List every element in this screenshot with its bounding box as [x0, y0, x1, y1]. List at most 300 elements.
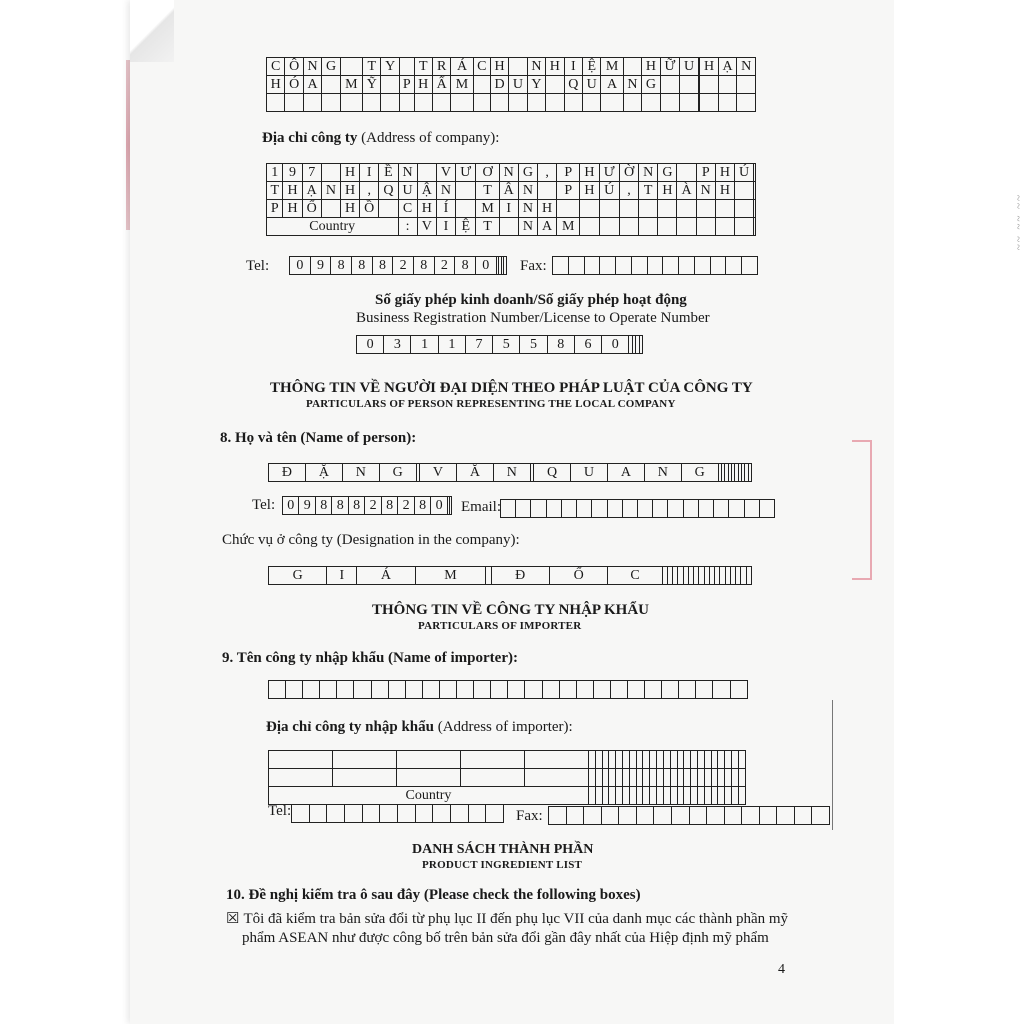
- grid-cell[interactable]: C: [267, 58, 285, 76]
- grid-cell[interactable]: [371, 681, 388, 699]
- grid-cell[interactable]: [679, 681, 696, 699]
- grid-cell[interactable]: [677, 164, 696, 182]
- grid-cell[interactable]: H: [580, 164, 599, 182]
- grid-cell[interactable]: T: [476, 218, 499, 236]
- grid-cell[interactable]: [397, 805, 415, 823]
- grid-cell[interactable]: [629, 751, 636, 769]
- grid-cell[interactable]: 0: [290, 257, 311, 275]
- grid-cell[interactable]: [643, 787, 650, 805]
- grid-cell[interactable]: [321, 164, 340, 182]
- grid-cell[interactable]: [737, 94, 756, 112]
- grid-cell[interactable]: [732, 769, 739, 787]
- grid-cell[interactable]: M: [557, 218, 580, 236]
- grid-cell[interactable]: [456, 200, 476, 218]
- grid-cell[interactable]: V: [436, 164, 455, 182]
- grid-cell[interactable]: [718, 751, 725, 769]
- grid-cell[interactable]: [711, 769, 718, 787]
- grid-cell[interactable]: P: [557, 164, 580, 182]
- grid-cell[interactable]: [734, 200, 753, 218]
- grid-cell[interactable]: [309, 805, 327, 823]
- grid-cell[interactable]: 8: [315, 497, 331, 515]
- grid-cell[interactable]: [759, 500, 774, 518]
- grid-cell[interactable]: Ặ: [305, 464, 342, 482]
- grid-cell[interactable]: [602, 787, 609, 805]
- grid-cell[interactable]: [619, 218, 638, 236]
- grid-cell[interactable]: [623, 769, 630, 787]
- grid-cell[interactable]: M: [451, 76, 473, 94]
- grid-cell[interactable]: Ệ: [583, 58, 601, 76]
- grid-cell[interactable]: [327, 805, 345, 823]
- grid-cell[interactable]: H: [283, 182, 302, 200]
- grid-cell[interactable]: U: [509, 76, 527, 94]
- grid-cell[interactable]: [650, 769, 657, 787]
- grid-cell[interactable]: H: [283, 200, 302, 218]
- grid-cell[interactable]: [710, 257, 726, 275]
- grid-cell[interactable]: [754, 200, 756, 218]
- grid-cell[interactable]: [671, 807, 689, 825]
- grid-cell[interactable]: [713, 681, 730, 699]
- grid-cell[interactable]: Ạ: [718, 58, 736, 76]
- grid-cell[interactable]: [754, 218, 756, 236]
- grid-cell[interactable]: T: [476, 182, 499, 200]
- grid-cell[interactable]: [616, 787, 623, 805]
- grid-cell[interactable]: 7: [302, 164, 321, 182]
- grid-cell[interactable]: [584, 257, 600, 275]
- grid-cell[interactable]: [700, 94, 718, 112]
- grid-cell[interactable]: [396, 769, 460, 787]
- grid-cell[interactable]: P: [399, 76, 414, 94]
- grid-cell[interactable]: [704, 769, 711, 787]
- grid-cell[interactable]: [564, 94, 582, 112]
- grid-cell[interactable]: A: [537, 218, 556, 236]
- grid-cell[interactable]: [432, 94, 450, 112]
- grid-cell[interactable]: [508, 681, 525, 699]
- grid-cell[interactable]: Y: [527, 76, 545, 94]
- grid-cell[interactable]: N: [303, 58, 321, 76]
- grid-cell[interactable]: H: [490, 58, 508, 76]
- grid-cell[interactable]: 1: [267, 164, 283, 182]
- grid-cell[interactable]: M: [476, 200, 499, 218]
- grid-cell[interactable]: [629, 787, 636, 805]
- grid-cell[interactable]: 8: [414, 497, 430, 515]
- grid-cell[interactable]: [609, 751, 616, 769]
- grid-cell[interactable]: [460, 751, 524, 769]
- grid-cell[interactable]: [639, 200, 658, 218]
- grid-cell[interactable]: [738, 769, 745, 787]
- grid-cell[interactable]: [697, 787, 704, 805]
- grid-cell[interactable]: [663, 257, 679, 275]
- grid-cell[interactable]: U: [398, 182, 417, 200]
- grid-cell[interactable]: [457, 681, 474, 699]
- grid-cell[interactable]: [609, 769, 616, 787]
- grid-cell[interactable]: N: [644, 464, 681, 482]
- grid-cell[interactable]: [546, 94, 564, 112]
- grid-cell[interactable]: [691, 787, 698, 805]
- grid-cell[interactable]: [491, 681, 508, 699]
- grid-cell[interactable]: U: [680, 58, 698, 76]
- grid-cell[interactable]: H: [414, 76, 432, 94]
- grid-cell[interactable]: G: [269, 567, 327, 585]
- grid-cell[interactable]: 8: [455, 257, 476, 275]
- grid-cell[interactable]: G: [518, 164, 537, 182]
- grid-cell[interactable]: [509, 94, 527, 112]
- grid-cell[interactable]: [732, 787, 739, 805]
- grid-cell[interactable]: H: [340, 200, 359, 218]
- checked-box-icon[interactable]: ☒: [226, 911, 240, 927]
- grid-cell[interactable]: [680, 76, 698, 94]
- grid-cell[interactable]: 0: [357, 336, 384, 354]
- grid-cell[interactable]: [639, 336, 642, 354]
- grid-cell[interactable]: [509, 58, 527, 76]
- grid-cell[interactable]: [607, 500, 622, 518]
- grid-cell[interactable]: [340, 94, 362, 112]
- grid-cell[interactable]: 2: [434, 257, 455, 275]
- grid-cell[interactable]: [490, 94, 508, 112]
- grid-cell[interactable]: N: [518, 218, 537, 236]
- grid-cell[interactable]: [380, 805, 398, 823]
- grid-cell[interactable]: [622, 500, 637, 518]
- grid-cell[interactable]: 8: [381, 497, 397, 515]
- grid-cell[interactable]: [726, 257, 742, 275]
- grid-cell[interactable]: Đ: [269, 464, 306, 482]
- grid-cell[interactable]: N: [499, 164, 518, 182]
- grid-cell[interactable]: Â: [499, 182, 518, 200]
- grid-cell[interactable]: N: [527, 58, 545, 76]
- grid-cell[interactable]: [568, 257, 584, 275]
- grid-cell[interactable]: [677, 200, 696, 218]
- grid-cell[interactable]: Ề: [379, 164, 398, 182]
- grid-cell[interactable]: [777, 807, 795, 825]
- grid-cell[interactable]: [725, 787, 732, 805]
- grid-cell[interactable]: [269, 769, 333, 787]
- grid-cell[interactable]: [696, 681, 713, 699]
- grid-cell[interactable]: 0: [431, 497, 447, 515]
- grid-cell[interactable]: [473, 94, 490, 112]
- grid-cell[interactable]: [627, 681, 644, 699]
- grid-cell[interactable]: [691, 769, 698, 787]
- grid-cell[interactable]: [729, 500, 744, 518]
- grid-cell[interactable]: [689, 807, 707, 825]
- grid-cell[interactable]: [577, 500, 592, 518]
- grid-cell[interactable]: 8: [413, 257, 434, 275]
- grid-cell[interactable]: P: [696, 164, 715, 182]
- grid-cell[interactable]: Ố: [302, 200, 321, 218]
- grid-cell[interactable]: [670, 787, 677, 805]
- grid-cell[interactable]: [707, 807, 725, 825]
- grid-cell[interactable]: [623, 787, 630, 805]
- grid-cell[interactable]: N: [518, 182, 537, 200]
- grid-cell[interactable]: [599, 200, 619, 218]
- grid-cell[interactable]: Ồ: [360, 200, 379, 218]
- grid-cell[interactable]: [580, 200, 599, 218]
- grid-cell[interactable]: [588, 787, 595, 805]
- grid-cell[interactable]: 8: [547, 336, 574, 354]
- grid-cell[interactable]: Ú: [599, 182, 619, 200]
- grid-cell[interactable]: G: [642, 76, 660, 94]
- grid-cell[interactable]: [754, 164, 756, 182]
- grid-cell[interactable]: [642, 94, 660, 112]
- grid-cell[interactable]: [303, 94, 321, 112]
- grid-cell[interactable]: [286, 681, 303, 699]
- grid-cell[interactable]: [580, 218, 599, 236]
- grid-cell[interactable]: D: [490, 76, 508, 94]
- grid-cell[interactable]: Ô: [285, 58, 303, 76]
- grid-cell[interactable]: [516, 500, 531, 518]
- grid-cell[interactable]: [619, 200, 638, 218]
- grid-cell[interactable]: [362, 805, 380, 823]
- grid-cell[interactable]: [269, 681, 286, 699]
- grid-cell[interactable]: [660, 94, 680, 112]
- grid-cell[interactable]: [486, 805, 504, 823]
- grid-cell[interactable]: [542, 681, 559, 699]
- grid-cell[interactable]: [704, 751, 711, 769]
- grid-cell[interactable]: [684, 787, 691, 805]
- grid-cell[interactable]: C: [608, 567, 662, 585]
- grid-cell[interactable]: 2: [365, 497, 381, 515]
- grid-cell[interactable]: T: [639, 182, 658, 200]
- grid-cell[interactable]: [600, 257, 616, 275]
- grid-cell[interactable]: H: [715, 182, 734, 200]
- grid-cell[interactable]: [654, 807, 672, 825]
- grid-cell[interactable]: [677, 218, 696, 236]
- grid-cell[interactable]: [711, 751, 718, 769]
- grid-cell[interactable]: P: [557, 182, 580, 200]
- grid-cell[interactable]: M: [601, 58, 623, 76]
- grid-cell[interactable]: N: [639, 164, 658, 182]
- grid-cell[interactable]: Ư: [599, 164, 619, 182]
- grid-cell[interactable]: H: [340, 182, 359, 200]
- grid-cell[interactable]: 9: [299, 497, 315, 515]
- grid-cell[interactable]: [742, 257, 758, 275]
- grid-cell[interactable]: Ố: [549, 567, 607, 585]
- grid-cell[interactable]: [546, 500, 561, 518]
- grid-cell[interactable]: [405, 681, 422, 699]
- grid-cell[interactable]: [725, 751, 732, 769]
- grid-cell[interactable]: [422, 681, 439, 699]
- grid-cell[interactable]: Á: [357, 567, 415, 585]
- grid-cell[interactable]: [546, 76, 564, 94]
- grid-cell[interactable]: Ỹ: [363, 76, 381, 94]
- grid-cell[interactable]: [697, 751, 704, 769]
- grid-cell[interactable]: [663, 751, 670, 769]
- grid-cell[interactable]: [660, 76, 680, 94]
- grid-cell[interactable]: [537, 182, 556, 200]
- grid-cell[interactable]: [694, 257, 710, 275]
- grid-cell[interactable]: Á: [451, 58, 473, 76]
- grid-cell[interactable]: [583, 94, 601, 112]
- grid-cell[interactable]: [636, 787, 643, 805]
- grid-cell[interactable]: [663, 769, 670, 787]
- grid-cell[interactable]: Ư: [456, 164, 476, 182]
- grid-cell[interactable]: Y: [381, 58, 399, 76]
- grid-cell[interactable]: I: [360, 164, 379, 182]
- grid-cell[interactable]: [663, 787, 670, 805]
- grid-cell[interactable]: H: [417, 200, 436, 218]
- grid-cell[interactable]: [718, 769, 725, 787]
- grid-cell[interactable]: 5: [520, 336, 547, 354]
- grid-cell[interactable]: [322, 76, 340, 94]
- grid-cell[interactable]: [715, 200, 734, 218]
- grid-cell[interactable]: [616, 751, 623, 769]
- grid-cell[interactable]: 8: [348, 497, 364, 515]
- grid-cell[interactable]: [657, 751, 664, 769]
- grid-cell[interactable]: [738, 787, 745, 805]
- grid-cell[interactable]: [531, 500, 546, 518]
- grid-cell[interactable]: [468, 805, 486, 823]
- grid-cell[interactable]: [460, 769, 524, 787]
- grid-cell[interactable]: [332, 751, 396, 769]
- grid-cell[interactable]: [602, 769, 609, 787]
- grid-cell[interactable]: [623, 751, 630, 769]
- grid-cell[interactable]: 8: [331, 257, 352, 275]
- grid-cell[interactable]: [639, 218, 658, 236]
- grid-cell[interactable]: I: [499, 200, 518, 218]
- grid-cell[interactable]: 2: [398, 497, 414, 515]
- grid-cell[interactable]: [746, 567, 751, 585]
- grid-cell[interactable]: N: [436, 182, 455, 200]
- grid-cell[interactable]: [691, 751, 698, 769]
- grid-cell[interactable]: [616, 257, 632, 275]
- grid-cell[interactable]: [623, 94, 641, 112]
- grid-cell[interactable]: [595, 769, 602, 787]
- grid-cell[interactable]: G: [681, 464, 718, 482]
- grid-cell[interactable]: N: [518, 200, 537, 218]
- grid-cell[interactable]: C: [473, 58, 490, 76]
- grid-cell[interactable]: [636, 751, 643, 769]
- grid-cell[interactable]: [439, 681, 456, 699]
- grid-cell[interactable]: [616, 769, 623, 787]
- grid-cell[interactable]: [525, 681, 542, 699]
- grid-cell[interactable]: [553, 257, 569, 275]
- grid-cell[interactable]: [344, 805, 362, 823]
- grid-cell[interactable]: [588, 769, 595, 787]
- grid-cell[interactable]: [679, 257, 695, 275]
- grid-cell[interactable]: N: [398, 164, 417, 182]
- grid-cell[interactable]: [456, 182, 476, 200]
- grid-cell[interactable]: [269, 751, 333, 769]
- grid-cell[interactable]: [584, 807, 602, 825]
- grid-cell[interactable]: [631, 257, 647, 275]
- grid-cell[interactable]: [677, 751, 684, 769]
- grid-cell[interactable]: 1: [411, 336, 438, 354]
- grid-cell[interactable]: C: [398, 200, 417, 218]
- grid-cell[interactable]: P: [267, 200, 283, 218]
- grid-cell[interactable]: [670, 751, 677, 769]
- grid-cell[interactable]: [700, 76, 718, 94]
- grid-cell[interactable]: Ơ: [476, 164, 499, 182]
- grid-cell[interactable]: [415, 805, 433, 823]
- grid-cell[interactable]: [399, 94, 414, 112]
- grid-cell[interactable]: [417, 164, 436, 182]
- grid-cell[interactable]: I: [327, 567, 357, 585]
- grid-cell[interactable]: [657, 769, 664, 787]
- grid-cell[interactable]: [715, 218, 734, 236]
- grid-cell[interactable]: [363, 94, 381, 112]
- grid-cell[interactable]: Ạ: [302, 182, 321, 200]
- grid-cell[interactable]: Ú: [734, 164, 753, 182]
- grid-cell[interactable]: G: [322, 58, 340, 76]
- grid-cell[interactable]: ,: [619, 182, 638, 200]
- grid-cell[interactable]: [337, 681, 354, 699]
- grid-cell[interactable]: H: [267, 76, 285, 94]
- grid-cell[interactable]: [658, 218, 677, 236]
- grid-cell[interactable]: [730, 681, 747, 699]
- grid-cell[interactable]: [303, 681, 320, 699]
- grid-cell[interactable]: [668, 500, 683, 518]
- grid-cell[interactable]: [629, 769, 636, 787]
- grid-cell[interactable]: [647, 257, 663, 275]
- grid-cell[interactable]: 8: [332, 497, 348, 515]
- grid-cell[interactable]: Ẩ: [432, 76, 450, 94]
- grid-cell[interactable]: [657, 787, 664, 805]
- grid-cell[interactable]: A: [607, 464, 644, 482]
- grid-cell[interactable]: [524, 751, 588, 769]
- grid-cell[interactable]: [759, 807, 777, 825]
- grid-cell[interactable]: [396, 751, 460, 769]
- grid-cell[interactable]: M: [415, 567, 486, 585]
- grid-cell[interactable]: Ă: [456, 464, 493, 482]
- grid-cell[interactable]: [561, 500, 576, 518]
- grid-cell[interactable]: Ệ: [456, 218, 476, 236]
- grid-cell[interactable]: [320, 681, 337, 699]
- grid-cell[interactable]: [610, 681, 627, 699]
- grid-cell[interactable]: [718, 787, 725, 805]
- grid-cell[interactable]: N: [493, 464, 530, 482]
- grid-cell[interactable]: [812, 807, 830, 825]
- grid-cell[interactable]: 0: [475, 257, 496, 275]
- grid-cell[interactable]: M: [340, 76, 362, 94]
- grid-cell[interactable]: [698, 500, 713, 518]
- grid-cell[interactable]: 8: [351, 257, 372, 275]
- grid-cell[interactable]: [684, 751, 691, 769]
- grid-cell[interactable]: H: [642, 58, 660, 76]
- grid-cell[interactable]: [609, 787, 616, 805]
- grid-cell[interactable]: [601, 807, 619, 825]
- grid-cell[interactable]: A: [601, 76, 623, 94]
- grid-cell[interactable]: T: [267, 182, 283, 200]
- grid-cell[interactable]: [619, 807, 637, 825]
- grid-cell[interactable]: [643, 769, 650, 787]
- grid-cell[interactable]: G: [379, 464, 416, 482]
- grid-cell[interactable]: U: [583, 76, 601, 94]
- grid-cell[interactable]: [670, 769, 677, 787]
- grid-cell[interactable]: [724, 807, 742, 825]
- grid-cell[interactable]: [322, 94, 340, 112]
- grid-cell[interactable]: [559, 681, 576, 699]
- grid-cell[interactable]: [718, 94, 736, 112]
- grid-cell[interactable]: [636, 807, 654, 825]
- grid-cell[interactable]: [734, 182, 753, 200]
- grid-cell[interactable]: [748, 464, 752, 482]
- grid-cell[interactable]: [549, 807, 567, 825]
- grid-cell[interactable]: [473, 76, 490, 94]
- grid-cell[interactable]: H: [580, 182, 599, 200]
- grid-cell[interactable]: [524, 769, 588, 787]
- grid-cell[interactable]: 7: [465, 336, 492, 354]
- grid-cell[interactable]: [742, 807, 760, 825]
- grid-cell[interactable]: I: [436, 218, 455, 236]
- grid-cell[interactable]: [650, 787, 657, 805]
- grid-cell[interactable]: [576, 681, 593, 699]
- grid-cell[interactable]: H: [700, 58, 718, 76]
- grid-cell[interactable]: [653, 500, 668, 518]
- grid-cell[interactable]: U: [571, 464, 608, 482]
- grid-cell[interactable]: [637, 500, 652, 518]
- grid-cell[interactable]: [285, 94, 303, 112]
- grid-cell[interactable]: 8: [372, 257, 393, 275]
- grid-cell[interactable]: [662, 681, 679, 699]
- grid-cell[interactable]: 0: [283, 497, 299, 515]
